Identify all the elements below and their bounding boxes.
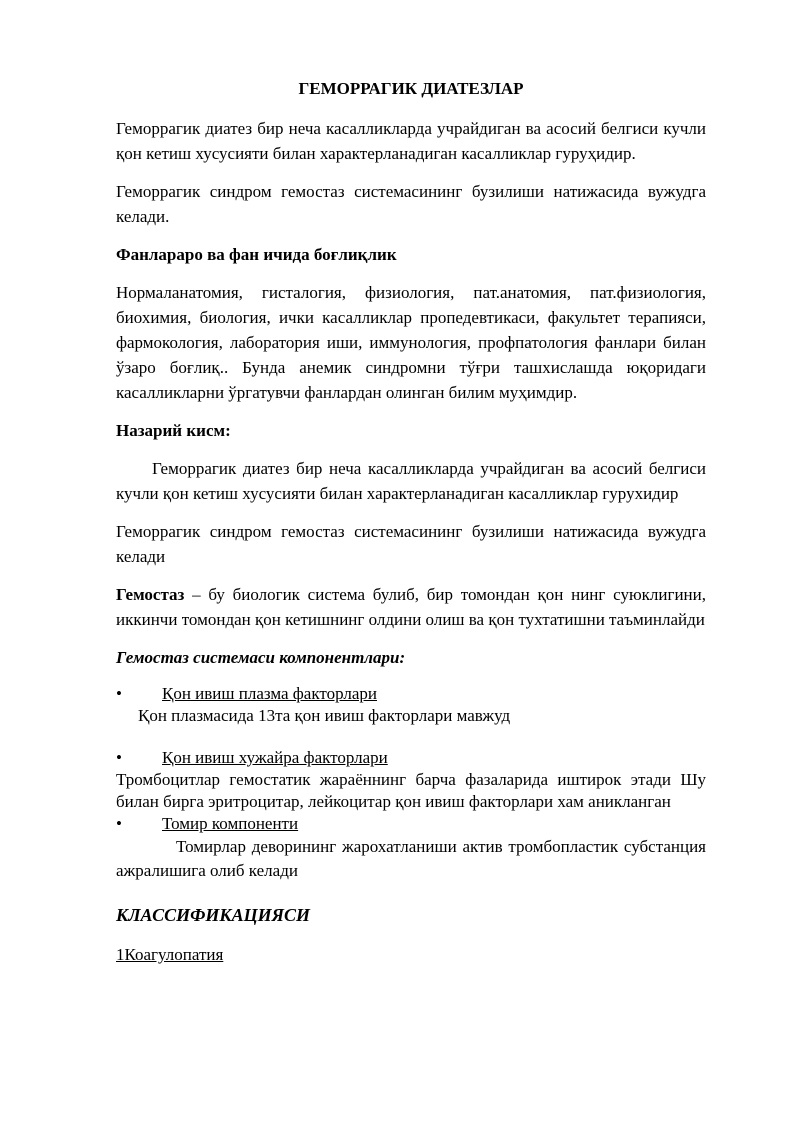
intro-paragraph-1: Геморрагик диатез бир неча касалликларда учрайдиган ва асосий белгиси кучли қон кетиш хусусияти билан характерланадиган касалликлар гуруҳидир. bbox=[116, 119, 706, 163]
document-page bbox=[116, 76, 706, 967]
bullet-icon: • bbox=[116, 684, 122, 703]
bullet-icon: • bbox=[116, 814, 122, 833]
theory-paragraph-2: Геморрагик синдром гемостаз системасининг бузилиши натижасида вужудга келади bbox=[116, 522, 706, 566]
bullet-title-vessel-component: Томир компоненти bbox=[162, 814, 299, 833]
bullet-title-cell-factors: Қон ивиш хужайра факторлари bbox=[162, 748, 388, 767]
classification-item-1: 1Коагулопатия bbox=[116, 945, 224, 964]
bullet-icon: • bbox=[116, 748, 122, 767]
hemostasis-term: Гемостаз bbox=[116, 585, 185, 604]
document-title: ГЕМОРРАГИК ДИАТЕЗЛАР bbox=[298, 79, 524, 98]
hemostasis-definition bbox=[116, 582, 706, 632]
bullet-item-cell-factors bbox=[116, 747, 706, 769]
interdisciplinary-heading: Фанлараро ва фан ичида боғлиқлик bbox=[116, 245, 397, 264]
components-heading: Гемостаз системаси компонентлари: bbox=[116, 648, 406, 667]
bullet-text-cell-factors: Тромбоцитлар гемостатик жараённинг барча фазаларида иштирок этади Шу билан бирга эритроцитар, лейкоцитар қон ивиш факторлари хам аникланган bbox=[116, 770, 706, 811]
bullet-sub-vessel-component: Томирлар деворининг жарохатланиши актив тромбопластик субстанция ажралишига олиб келади bbox=[116, 837, 706, 880]
bullet-item-plasma-factors bbox=[116, 683, 706, 705]
theory-heading: Назарий кисм: bbox=[116, 421, 231, 440]
bullet-sub-plasma-factors: Қон плазмасида 13та қон ивиш факторлари мавжуд bbox=[138, 706, 511, 725]
classification-heading: КЛАССИФИКАЦИЯСИ bbox=[116, 905, 311, 925]
theory-paragraph-1: Геморрагик диатез бир неча касалликларда учрайдиган ва асосий белгиси кучли қон кетиш хусусияти билан характерланадиган касалликлар гурухидир bbox=[116, 459, 706, 503]
bullet-title-plasma-factors: Қон ивиш плазма факторлари bbox=[162, 684, 377, 703]
intro-paragraph-2: Геморрагик синдром гемостаз системасининг бузилиши натижасида вужудга келади. bbox=[116, 182, 706, 226]
hemostasis-definition-text: – бу биологик система булиб, бир томондан қон нинг суюклигини, иккинчи томондан қон кетишнинг олдини олиш ва қон тухтатишни таъминлайди bbox=[116, 585, 706, 629]
bullet-item-vessel-component bbox=[116, 813, 706, 835]
interdisciplinary-paragraph: Нормаланатомия, гисталогия, физиология, пат.анатомия, пат.физиология, биохимия, биология, ички касалликлар пропедевтикаси, факультет терапияси, фармокология, лаборатория иши, иммунология, профпатология фанлари билан ўзаро боғлиқ.. Бунда анемик синдромни тўғри ташхислашда юқоридаги касалликларни ўргатувчи фанлардан олинган билим муҳимдир. bbox=[116, 283, 706, 402]
